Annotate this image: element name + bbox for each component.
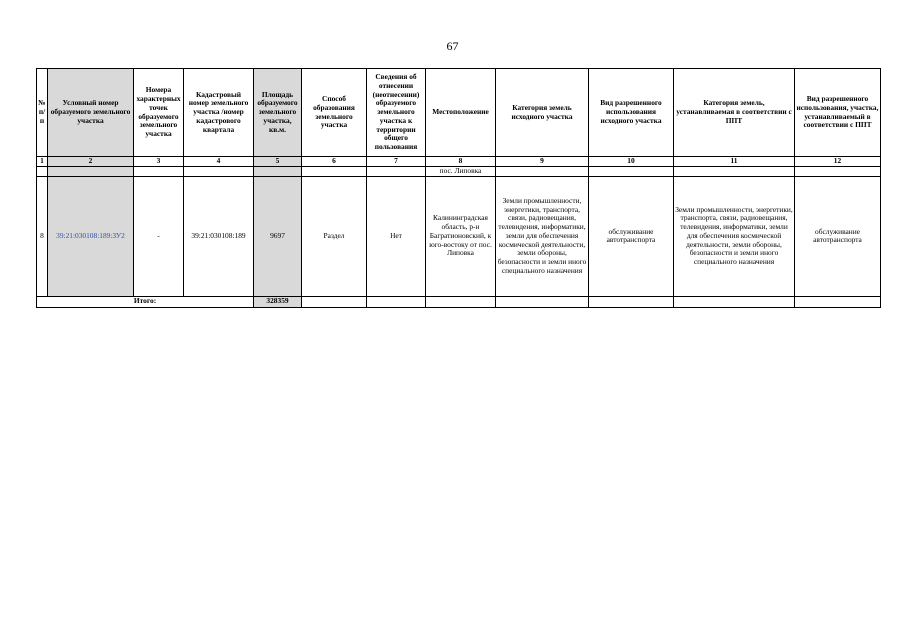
ppt-category-cell: Земли промышленности, энергетики, транспорта, связи, радиовещания, телевидения, информатики, земли для обеспечения космической деятельности, земли обороны, безопасности и земли иного специального назначения xyxy=(674,176,795,296)
header-cell: Местоположение xyxy=(426,69,496,157)
empty-cell xyxy=(184,167,254,177)
column-number: 11 xyxy=(674,157,795,167)
column-number-row xyxy=(37,157,881,167)
empty-cell xyxy=(426,296,496,307)
total-area: 328359 xyxy=(254,296,302,307)
page-number: 67 xyxy=(446,39,459,53)
column-number: 6 xyxy=(302,157,367,167)
header-cell: Номера характерных точек образуемого земельного участка xyxy=(134,69,184,157)
empty-cell xyxy=(302,167,367,177)
header-cell: Вид разрешенного использования, участка, устанавливаемый в соответствии с ППТ xyxy=(795,69,881,157)
header-cell: Кадастровый номер земельного участка /номер кадастрового квартала xyxy=(184,69,254,157)
empty-cell xyxy=(367,296,426,307)
header-cell: Вид разрешенного использования исходного участка xyxy=(589,69,674,157)
header-row xyxy=(37,69,881,157)
header-cell: Категория земель исходного участка xyxy=(496,69,589,157)
empty-cell xyxy=(589,167,674,177)
table-row xyxy=(37,176,881,296)
column-number: 10 xyxy=(589,157,674,167)
empty-cell xyxy=(674,296,795,307)
method-cell: Раздел xyxy=(302,176,367,296)
header-cell: Способ образования земельного участка xyxy=(302,69,367,157)
empty-cell xyxy=(134,167,184,177)
empty-cell xyxy=(674,167,795,177)
column-number: 2 xyxy=(48,157,134,167)
header-cell: Сведения об отнесении (неотнесении) образуемого земельного участка к территории общего пользования xyxy=(367,69,426,157)
header-cell: Категория земель, устанавливаемая в соответствии с ППТ xyxy=(674,69,795,157)
column-number: 5 xyxy=(254,157,302,167)
column-number: 9 xyxy=(496,157,589,167)
public-use-cell: Нет xyxy=(367,176,426,296)
continuation-row xyxy=(37,167,881,177)
header-cell: Площадь образуемого земельного участка, кв.м. xyxy=(254,69,302,157)
column-number: 7 xyxy=(367,157,426,167)
total-row xyxy=(37,296,881,307)
empty-cell xyxy=(795,296,881,307)
source-category-cell: Земли промышленности, энергетики, транспорта, связи, радиовещания, телевидения, информатики, земли для обеспечения космической деятельности, земли обороны, безопасности и земли иного специального назначения xyxy=(496,176,589,296)
column-number: 8 xyxy=(426,157,496,167)
land-plots-table xyxy=(36,68,881,308)
header-cell: Условный номер образуемого земельного участка xyxy=(48,69,134,157)
continuation-location: пос. Липовка xyxy=(426,167,496,177)
empty-cell xyxy=(496,296,589,307)
total-label: Итого: xyxy=(37,296,254,307)
column-number: 1 xyxy=(37,157,48,167)
empty-cell xyxy=(37,167,48,177)
empty-cell xyxy=(795,167,881,177)
row-number: 8 xyxy=(37,176,48,296)
conditional-number-cell xyxy=(48,176,134,296)
empty-cell xyxy=(589,296,674,307)
location-cell: Калининградская область, р-н Багратионовский, к юго-востоку от пос. Липовка xyxy=(426,176,496,296)
conditional-number-link[interactable]: 39:21:030108:189:ЗУ2 xyxy=(56,230,125,240)
area-cell: 9697 xyxy=(254,176,302,296)
column-number: 4 xyxy=(184,157,254,167)
source-use-cell: обслуживание автотранспорта xyxy=(589,176,674,296)
empty-cell xyxy=(254,167,302,177)
empty-cell xyxy=(496,167,589,177)
cadastral-number-cell: 39:21:030108:189 xyxy=(184,176,254,296)
empty-cell xyxy=(48,167,134,177)
column-number: 12 xyxy=(795,157,881,167)
points-cell: - xyxy=(134,176,184,296)
header-cell: № п/п xyxy=(37,69,48,157)
empty-cell xyxy=(302,296,367,307)
empty-cell xyxy=(367,167,426,177)
ppt-use-cell: обслуживание автотранспорта xyxy=(795,176,881,296)
column-number: 3 xyxy=(134,157,184,167)
